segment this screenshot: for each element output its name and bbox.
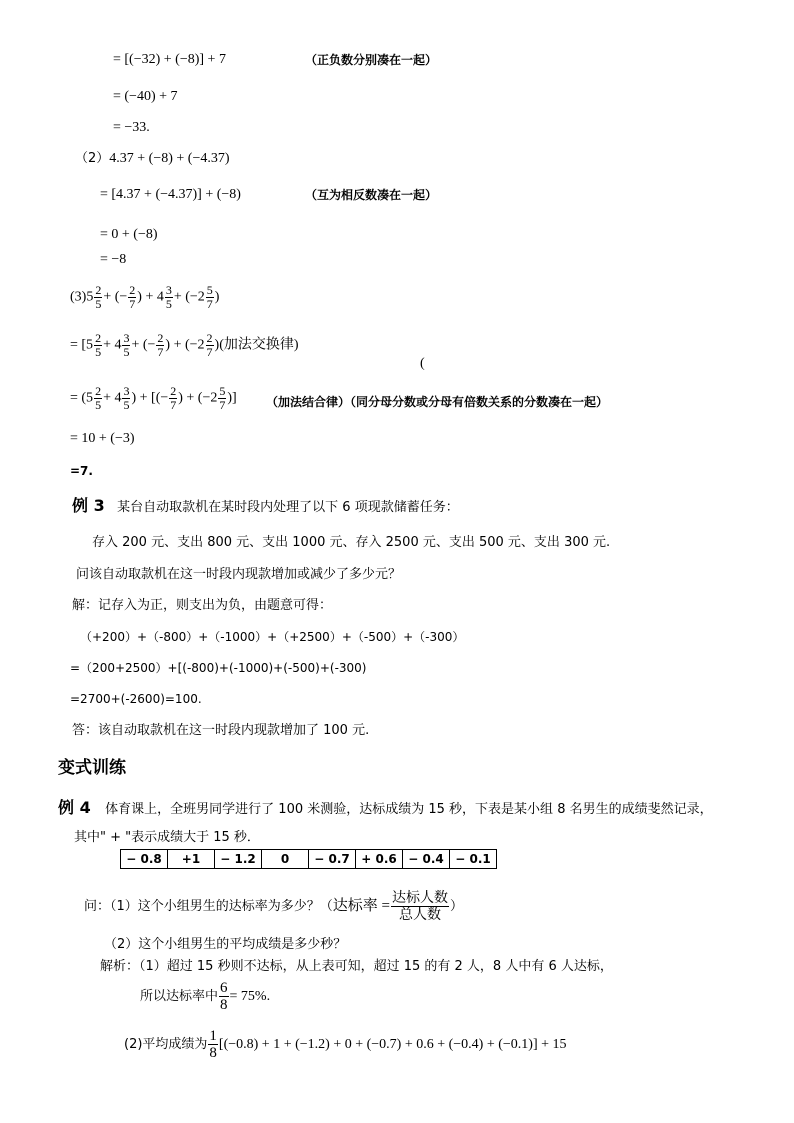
example4-text1: 体育课上，全班男同学进行了 100 米测验，达标成绩为 15 秒，下表是某小组 8 名男生的成绩斐然记录， bbox=[105, 802, 713, 817]
eq3-line3: = (5 $\frac{2}{5}$ + 4 $\frac{3}{5}$ ) + [(− $\frac{2}{7}$ ) + (−2 $\frac{5}{7}$ )] bbox=[70, 384, 237, 412]
eq3-line2: = [5 $\frac{2}{5}$ + 4 $\frac{3}{5}$ + (− $\frac{2}{7}$ ) + (−2 $\frac{2}{7}$ )(加法交换律) bbox=[70, 331, 299, 359]
eq1-line1: = [(−32) + (−8)] + 7 bbox=[113, 52, 226, 67]
fraction-2-5: $\frac{2}{5}$ bbox=[95, 384, 102, 412]
example3-calc1: （+200）+（-800）+（-1000）+（+2500）+（-500）+（-300） bbox=[80, 630, 465, 644]
fraction-2-7: $\frac{2}{7}$ bbox=[170, 384, 177, 412]
example4-analysis2: 所以达标率中 $\frac{6}{8}$ = 75%. bbox=[140, 980, 271, 1013]
example3-question: 问该自动取款机在这一时段内现款增加或减少了多少元？ bbox=[76, 567, 402, 582]
example3-header bbox=[72, 497, 459, 517]
eq3-l1-prefix: (3)5 bbox=[70, 289, 94, 305]
fraction-2-7: $\frac{2}{7}$ bbox=[206, 331, 213, 359]
score-cell: − 0.1 bbox=[450, 850, 497, 869]
fraction-2-7: $\frac{2}{7}$ bbox=[129, 283, 136, 311]
fraction-2-5: $\frac{2}{5}$ bbox=[95, 331, 102, 359]
score-cell: +1 bbox=[168, 850, 215, 869]
example3-calc2: =（200+2500）+[(-800)+(-1000)+(-500)+(-300) bbox=[70, 661, 367, 675]
fraction-2-7: $\frac{2}{7}$ bbox=[157, 331, 164, 359]
fraction-5-7: $\frac{5}{7}$ bbox=[219, 384, 226, 412]
eq3-line1: (3)5 $\frac{2}{5}$ + (− $\frac{2}{7}$ ) + 4 $\frac{3}{5}$ + (−2 $\frac{5}{7}$ ) bbox=[70, 283, 220, 311]
fraction-3-5: $\frac{3}{5}$ bbox=[123, 331, 130, 359]
example4-text2: 其中" + "表示成绩大于 15 秒． bbox=[74, 830, 260, 845]
eq2-prefix: （2） bbox=[75, 151, 110, 166]
eq3-line4: = 10 + (−3) bbox=[70, 431, 135, 446]
scores-table bbox=[120, 849, 497, 869]
score-cell: − 0.8 bbox=[121, 850, 168, 869]
eq1-note: （正负数分别凑在一起） bbox=[305, 53, 438, 67]
example4-analysis1: 解析：（1）超过 15 秒则不达标，从上表可知，超过 15 的有 2 人，8 人中有 6 人达标， bbox=[100, 959, 613, 974]
example4-label: 例 4 bbox=[58, 798, 91, 817]
eq1-line3: = −33. bbox=[113, 120, 150, 135]
example4-q2: （2）这个小组男生的平均成绩是多少秒？ bbox=[104, 937, 347, 952]
eq2-line3: = −8 bbox=[100, 252, 127, 267]
example3-calc3: =2700+(-2600)=100. bbox=[70, 692, 202, 706]
score-cell: − 0.4 bbox=[403, 850, 450, 869]
score-cell: − 0.7 bbox=[309, 850, 356, 869]
stray-paren: ( bbox=[420, 356, 425, 371]
eq2-header bbox=[75, 149, 230, 168]
eq1-line2: = (−40) + 7 bbox=[113, 89, 178, 104]
eq3-note: （加法结合律）（同分母分数或分母有倍数关系的分数凑在一起） bbox=[266, 395, 609, 409]
eq2-line2: = 0 + (−8) bbox=[100, 227, 158, 242]
fraction-3-5: $\frac{3}{5}$ bbox=[165, 283, 172, 311]
eq2-line1: = [4.37 + (−4.37)] + (−8) bbox=[100, 187, 241, 202]
example3-label: 例 3 bbox=[72, 496, 105, 515]
fraction-6-8: $\frac{6}{8}$ bbox=[220, 980, 228, 1013]
eq2-note: （互为相反数凑在一起） bbox=[305, 188, 438, 202]
eq2-expr: 4.37 + (−8) + (−4.37) bbox=[109, 151, 230, 166]
rate-fraction: $\frac{\text{达标人数}}{\text{总人数}}$ bbox=[392, 890, 448, 923]
example3-answer: 答：该自动取款机在这一时段内现款增加了 100 元. bbox=[72, 723, 370, 738]
section-heading: 变式训练 bbox=[58, 758, 126, 778]
score-cell: − 1.2 bbox=[215, 850, 262, 869]
example4-q1: 问：（1）这个小组男生的达标率为多少？（达标率 = $\frac{\text{达标人数}}{\text{总人数}}$ ） bbox=[84, 890, 464, 923]
fraction-2-5: $\frac{2}{5}$ bbox=[95, 283, 102, 311]
eq3-line5: =7. bbox=[70, 464, 93, 478]
example4-header bbox=[58, 799, 713, 819]
example3-solution-intro: 解：记存入为正，则支出为负，由题意可得： bbox=[72, 598, 333, 613]
fraction-3-5: $\frac{3}{5}$ bbox=[123, 384, 130, 412]
score-cell: + 0.6 bbox=[356, 850, 403, 869]
example3-tasks: 存入 200 元、支出 800 元、支出 1000 元、存入 2500 元、支出 500 元、支出 300 元. bbox=[92, 535, 611, 550]
example4-analysis3: (2)平均成绩为 $\frac{1}{8}$ [(−0.8) + 1 + (−1.2) + 0 + (−0.7) + 0.6 + (−0.4) + (−0.1)] + 15 bbox=[124, 1028, 567, 1061]
fraction-1-8: $\frac{1}{8}$ bbox=[209, 1028, 217, 1061]
example3-intro: 某台自动取款机在某时段内处理了以下 6 项现款储蓄任务： bbox=[117, 500, 459, 515]
fraction-5-7: $\frac{5}{7}$ bbox=[206, 283, 213, 311]
table-row bbox=[121, 850, 497, 869]
score-cell: 0 bbox=[262, 850, 309, 869]
